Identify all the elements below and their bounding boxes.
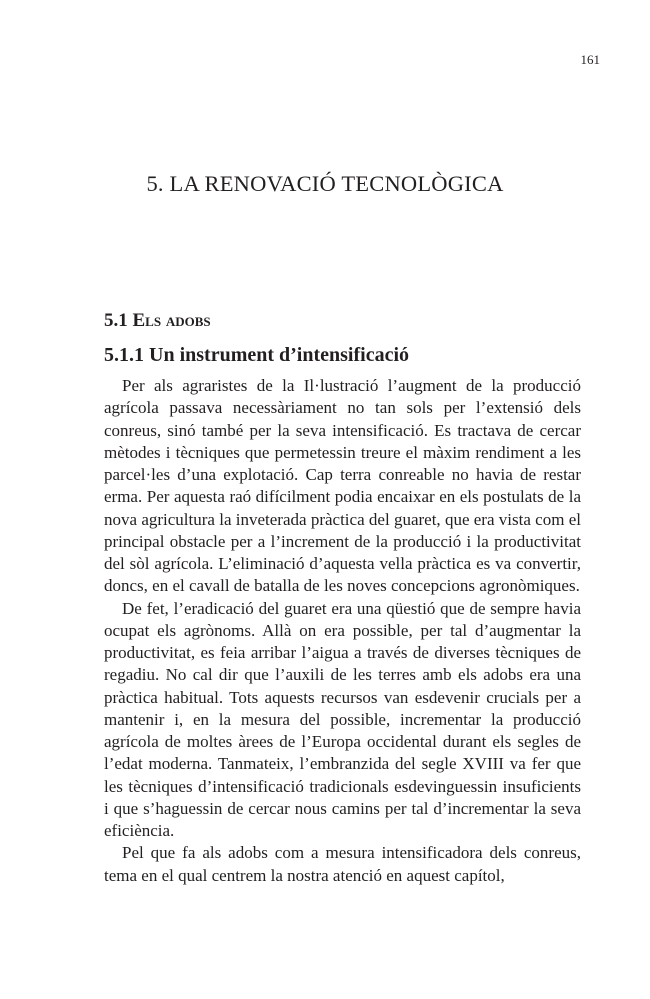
paragraph: Per als agraristes de la Il·lustració l’augment de la producció agrícola passava necessàriament no tan sols per l’extensió dels conreus, sinó també per la seva intensificació. Es tractava de cercar mètodes i tècniques que permetessin treure el màxim rendiment a les parcel·les d’una explotació. Cap terra conreable no havia de restar erma. Per aquesta raó difícilment podia encaixar en els postulats de la nova agricultura la inveterada pràctica del guaret, que era vista com el principal obstacle per a l’increment de la producció i la productivitat del sòl agrícola. L’eliminació d’aquesta vella pràctica es va convertir, doncs, en el cavall de batalla de les noves concepcions agronòmiques. xyxy=(104,376,581,596)
section-heading: 5.1 Els adobs xyxy=(104,310,211,331)
body-text xyxy=(104,375,581,887)
page-number: 161 xyxy=(580,52,600,67)
paragraph: De fet, l’eradicació del guaret era una qüestió que de sempre havia ocupat els agrònoms. Allà on era possible, per tal d’augmentar la productivitat, es feia arribar l’aigua a través de diverses tècniques de regadiu. No cal dir que l’auxili de les terres amb els adobs era una pràctica habitual. Tots aquests recursos van esdevenir crucials per a mantenir i, en la mesura del possible, incrementar la producció agrícola de moltes àrees de l’Europa occidental durant els segles de l’edat moderna. Tanmateix, l’embranzida del segle XVIII va fer que les tècniques d’intensificació tradicionals esdevinguessin insuficients i que s’haguessin de cercar nous camins per tal d’incrementar la seva eficiència. xyxy=(104,598,581,840)
subsection-heading: 5.1.1 Un instrument d’intensificació xyxy=(104,344,409,366)
paragraph: Pel que fa als adobs com a mesura intensificadora dels conreus, tema en el qual centrem la nostra atenció en aquest capítol, xyxy=(104,843,581,885)
chapter-title: 5. LA RENOVACIÓ TECNOLÒGICA xyxy=(146,171,504,196)
